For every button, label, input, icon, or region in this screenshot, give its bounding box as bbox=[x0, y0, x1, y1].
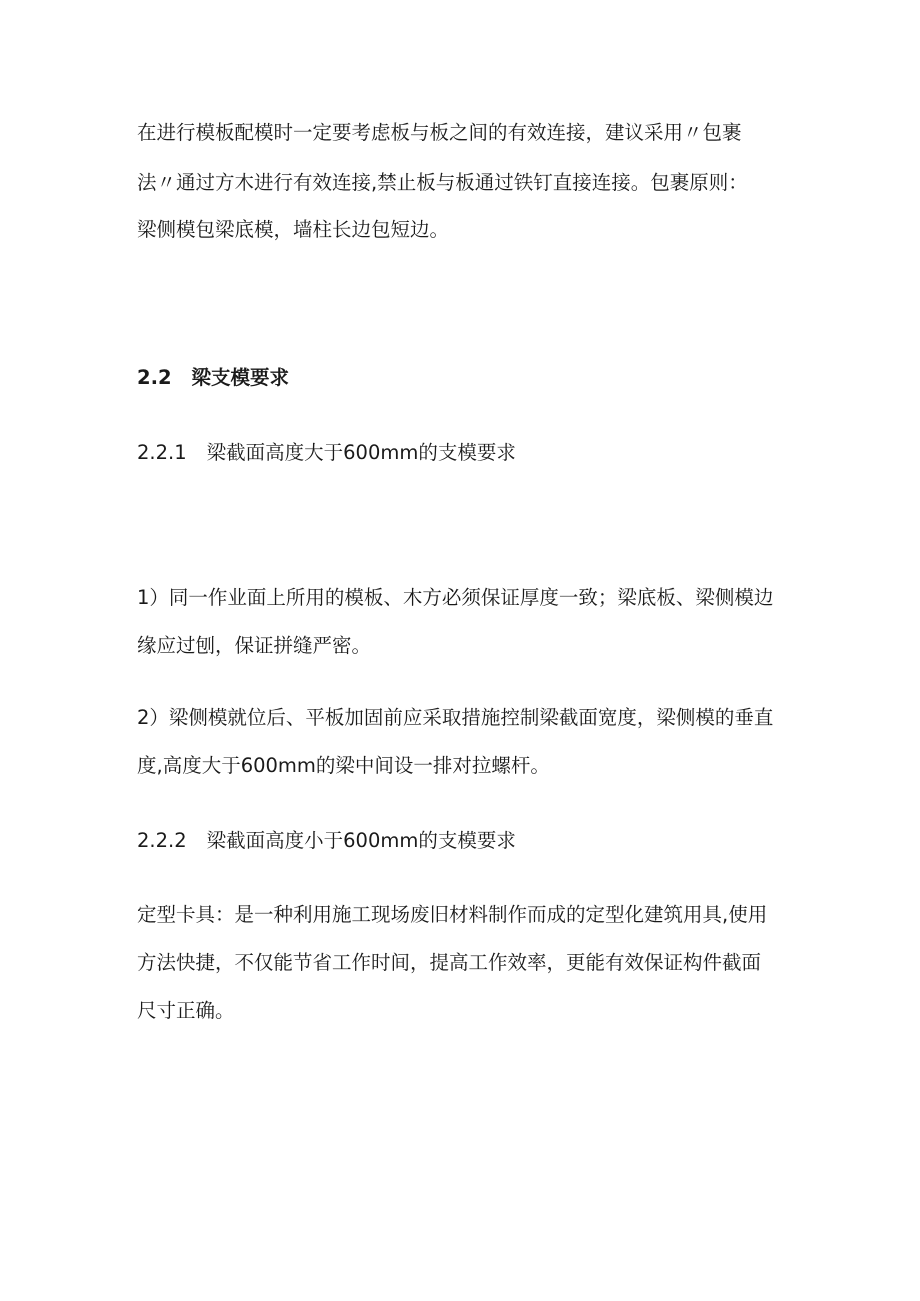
section-heading-2-2-2 bbox=[137, 829, 516, 853]
fixture-line-1: 定型卡具：是一种利用施工现场废旧材料制作而成的定型化建筑用具,使用 bbox=[137, 903, 768, 926]
fixture-line-2: 方法快捷，不仅能节省工作时间，提高工作效率，更能有效保证构件截面 bbox=[137, 951, 762, 974]
intro-line-3: 梁侧模包梁底模，墙柱长边包短边。 bbox=[137, 218, 450, 241]
section-heading-2-2 bbox=[137, 366, 289, 390]
section-number: 2.2 bbox=[137, 366, 172, 389]
section-number: 2.2.2 bbox=[137, 829, 187, 852]
section-title: 梁支模要求 bbox=[191, 366, 290, 389]
item-2-line-2: 度,高度大于600mm的梁中间设一排对拉螺杆。 bbox=[137, 754, 550, 777]
section-title: 梁截面高度大于600mm的支模要求 bbox=[206, 441, 516, 464]
intro-line-2: 法〃通过方木进行有效连接,禁止板与板通过铁钉直接连接。包裹原则： bbox=[137, 171, 748, 194]
item-2-line-1: 2）梁侧模就位后、平板加固前应采取措施控制梁截面宽度，梁侧模的垂直 bbox=[137, 706, 774, 729]
item-1-line-1: 1）同一作业面上所用的模板、木方必须保证厚度一致；梁底板、梁侧模边 bbox=[137, 586, 774, 609]
section-heading-2-2-1 bbox=[137, 441, 516, 465]
section-title: 梁截面高度小于600mm的支模要求 bbox=[206, 829, 516, 852]
section-number: 2.2.1 bbox=[137, 441, 187, 464]
fixture-line-3: 尺寸正确。 bbox=[137, 999, 235, 1022]
intro-line-1: 在进行模板配模时一定要考虑板与板之间的有效连接，建议采用〃包裹 bbox=[137, 121, 742, 144]
item-1-line-2: 缘应过刨，保证拼缝严密。 bbox=[137, 634, 372, 657]
